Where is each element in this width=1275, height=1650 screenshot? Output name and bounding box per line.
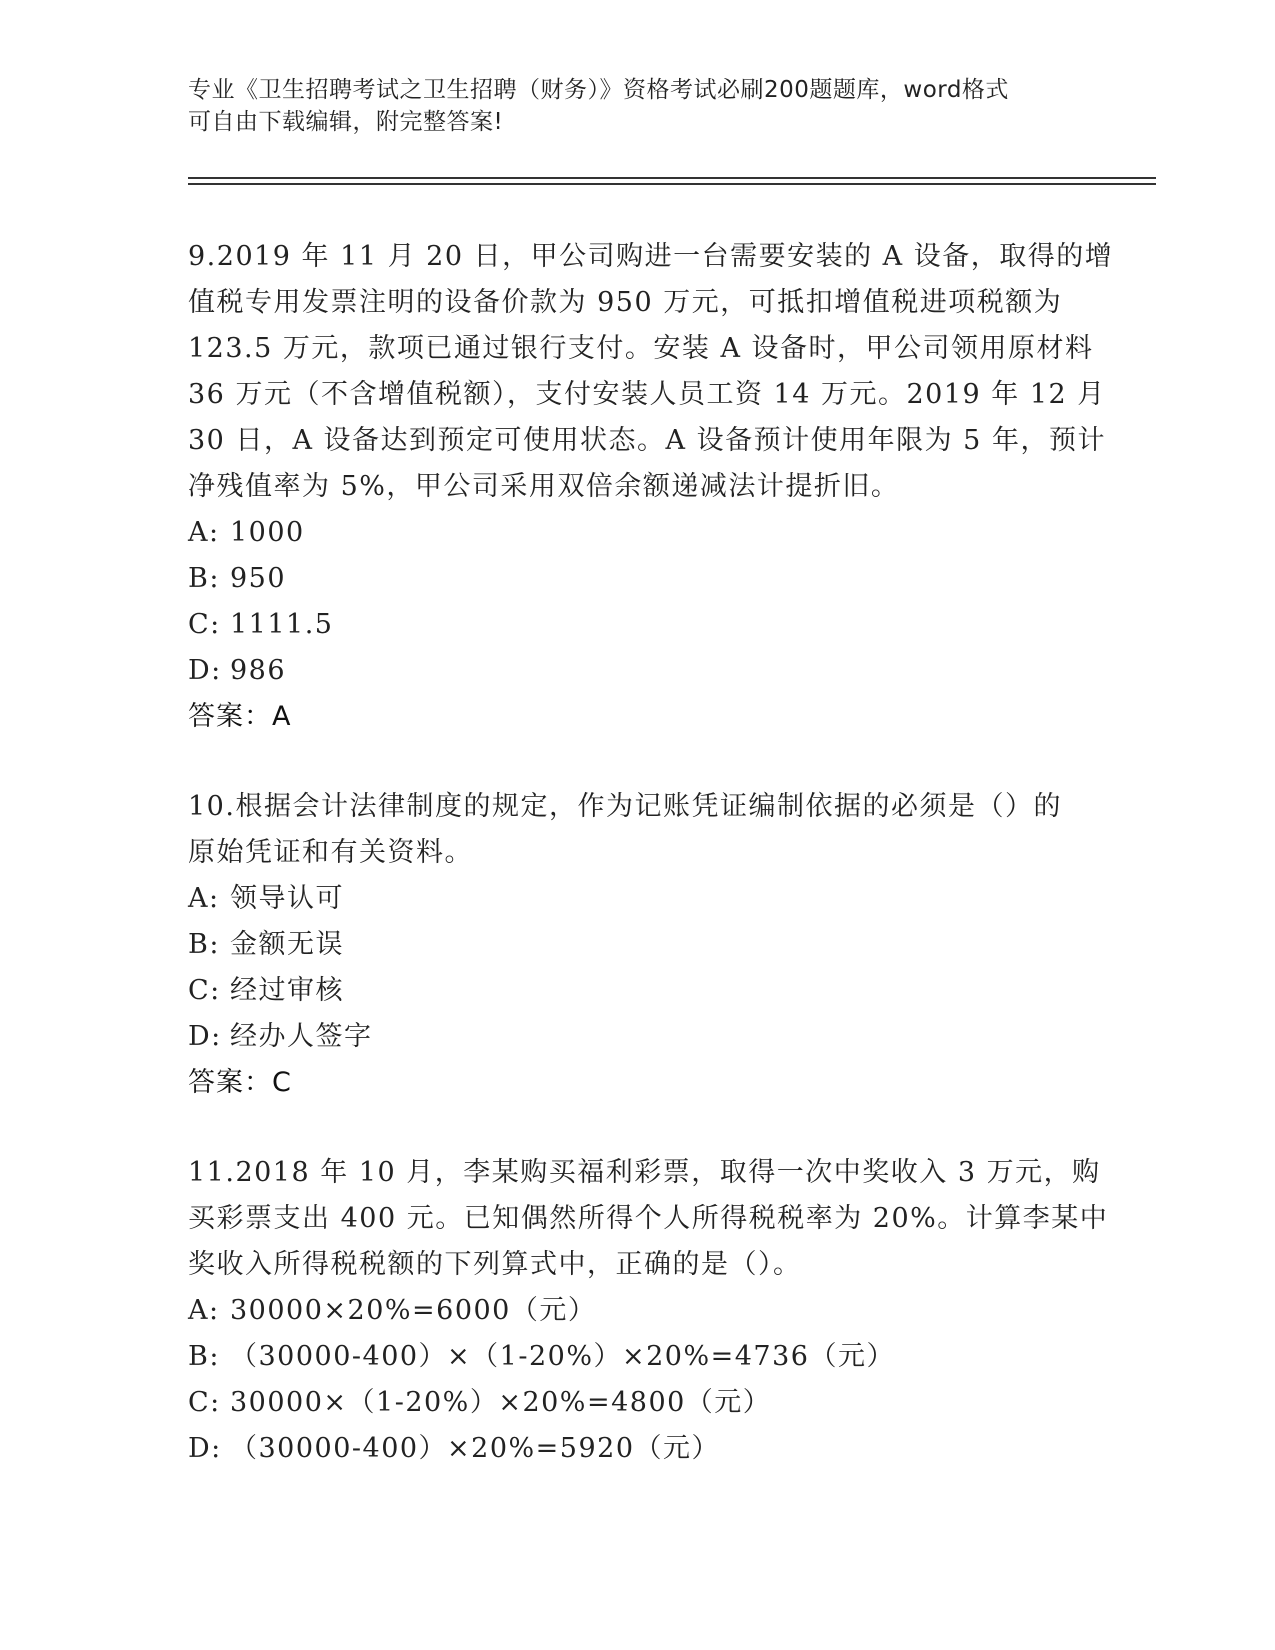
question-stem	[188, 784, 1088, 876]
question-stem-line: 123.5 万元，款项已通过银行支付。安装 A 设备时，甲公司领用原材料	[188, 333, 1094, 364]
option-text: 领导认可	[230, 883, 344, 914]
option-key: A:	[188, 517, 220, 548]
option-a	[188, 1288, 1088, 1334]
question-stem	[188, 234, 1114, 510]
option-d	[188, 1014, 1088, 1060]
option-text: 986	[230, 655, 287, 686]
option-text: 经过审核	[230, 975, 344, 1006]
question-9	[188, 234, 1114, 740]
option-text: 30000×（1-20%）×20%=4800（元）	[230, 1387, 772, 1418]
option-key: D:	[188, 1021, 222, 1052]
question-10	[188, 784, 1088, 1106]
option-text: 30000×20%=6000（元）	[230, 1295, 597, 1326]
question-stem-line: 36 万元（不含增值税额），支付安装人员工资 14 万元。2019 年 12 月	[188, 379, 1106, 410]
question-stem	[188, 1150, 1109, 1288]
question-11	[188, 1150, 1109, 1472]
option-b	[188, 1334, 1088, 1380]
option-text: （30000-400）×（1-20%）×20%=4736（元）	[230, 1341, 895, 1372]
option-text: 经办人签字	[230, 1021, 373, 1052]
option-a	[188, 876, 1088, 922]
option-c	[188, 1380, 1088, 1426]
option-a	[188, 510, 1088, 556]
option-key: B:	[188, 929, 220, 960]
header-line-2: 可自由下载编辑，附完整答案!	[188, 109, 504, 135]
option-text: 950	[230, 563, 287, 594]
question-stem-line: 30 日，A 设备达到预定可使用状态。A 设备预计使用年限为 5 年，预计	[188, 425, 1106, 456]
question-stem-line: 11.2018 年 10 月，李某购买福利彩票，取得一次中奖收入 3 万元，购	[188, 1157, 1101, 1188]
option-d	[188, 648, 1088, 694]
option-text: 金额无误	[230, 929, 344, 960]
question-stem-line: 值税专用发票注明的设备价款为 950 万元，可抵扣增值税进项税额为	[188, 287, 1063, 318]
option-c	[188, 968, 1088, 1014]
question-stem-line: 买彩票支出 400 元。已知偶然所得个人所得税税率为 20%。计算李某中	[188, 1203, 1109, 1234]
option-key: A:	[188, 883, 220, 914]
header-divider-bottom	[188, 183, 1156, 185]
question-stem-line: 奖收入所得税税额的下列算式中，正确的是（）。	[188, 1249, 802, 1280]
question-stem-line: 原始凭证和有关资料。	[188, 837, 473, 868]
answer-line: 答案：A	[188, 701, 292, 732]
option-key: D:	[188, 655, 222, 686]
option-key: A:	[188, 1295, 220, 1326]
option-key: C:	[188, 975, 221, 1006]
header-line-1: 专业《卫生招聘考试之卫生招聘（财务）》资格考试必刷200题题库，word格式	[188, 77, 1009, 103]
option-text: 1000	[230, 517, 305, 548]
question-list	[188, 234, 1114, 1516]
option-key: B:	[188, 1341, 220, 1372]
answer-line: 答案：C	[188, 1067, 292, 1098]
option-key: C:	[188, 609, 221, 640]
option-c	[188, 602, 1088, 648]
question-stem-line: 9.2019 年 11 月 20 日，甲公司购进一台需要安装的 A 设备，取得的增	[188, 241, 1114, 272]
question-stem-line: 10.根据会计法律制度的规定，作为记账凭证编制依据的必须是（）的	[188, 791, 1062, 822]
header-divider-top	[188, 177, 1156, 179]
option-key: C:	[188, 1387, 221, 1418]
option-key: D:	[188, 1433, 222, 1464]
option-b	[188, 556, 1088, 602]
option-text: 1111.5	[230, 609, 334, 640]
question-stem-line: 净残值率为 5%，甲公司采用双倍余额递减法计提折旧。	[188, 471, 900, 502]
document-header	[188, 74, 1068, 138]
option-d	[188, 1426, 1088, 1472]
option-text: （30000-400）×20%=5920（元）	[230, 1433, 721, 1464]
option-key: B:	[188, 563, 220, 594]
option-b	[188, 922, 1088, 968]
